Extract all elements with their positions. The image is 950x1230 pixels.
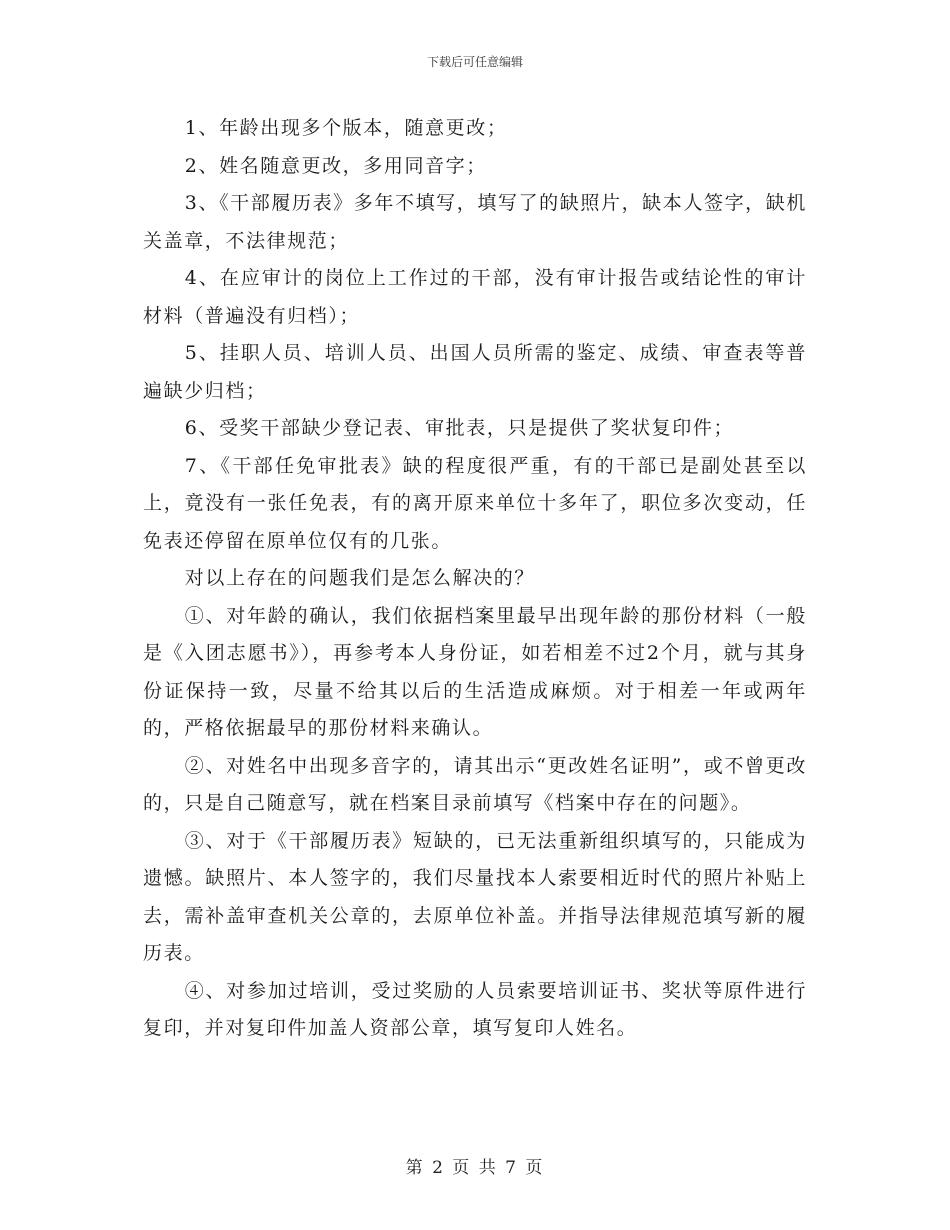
paragraph-item-6: 6、受奖干部缺少登记表、审批表，只是提供了奖状复印件； (184, 417, 735, 439)
paragraph-item-3: 3、《干部履历表》多年不填写，填写了的缺照片，缺本人签字，缺机关盖章，不法律规范； (143, 192, 807, 252)
paragraph-item-5: 5、挂职人员、培训人员、出国人员所需的鉴定、成绩、审查表等普遍缺少归档； (143, 342, 807, 402)
page-header: 下载后可任意编辑 (426, 55, 523, 69)
document-body (143, 110, 807, 1048)
paragraph-item-7: 7、《干部任免审批表》缺的程度很严重，有的干部已是副处甚至以上，竟没有一张任免表，有的离开原来单位十多年了，职位多次变动，任免表还停留在原单位仅有的几张。 (143, 454, 807, 552)
paragraph-item-1: 1、年龄出现多个版本，随意更改； (184, 117, 508, 139)
paragraph-question: 对以上存在的问题我们是怎么解决的？ (184, 567, 535, 589)
paragraph-solution-4: ④、对参加过培训，受过奖励的人员索要培训证书、奖状等原件进行复印，并对复印件加盖人资部公章，填写复印人姓名。 (143, 979, 807, 1039)
paragraph-solution-2: ②、对姓名中出现多音字的，请其出示“更改姓名证明”，或不曾更改的，只是自己随意写，就在档案目录前填写《档案中存在的问题》。 (143, 754, 807, 814)
paragraph-solution-3: ③、对于《干部履历表》短缺的，已无法重新组织填写的，只能成为遗憾。缺照片、本人签字的，我们尽量找本人索要相近时代的照片补贴上去，需补盖审查机关公章的，去原单位补盖。并指导法律规范填写新的履历表。 (143, 829, 807, 964)
paragraph-item-4: 4、在应审计的岗位上工作过的干部，没有审计报告或结论性的审计材料（普遍没有归档）； (143, 267, 807, 327)
paragraph-item-2: 2、姓名随意更改，多用同音字； (184, 154, 487, 177)
paragraph-solution-1: ①、对年龄的确认，我们依据档案里最早出现年龄的那份材料（一般是《入团志愿书》），再参考本人身份证，如若相差不过2个月，就与其身份证保持一致，尽量不给其以后的生活造成麻烦。对于相差一年或两年的，严格依据最早的那份材料来确认。 (143, 604, 807, 739)
page-footer: 第 2 页 共 7 页 (405, 1158, 545, 1178)
